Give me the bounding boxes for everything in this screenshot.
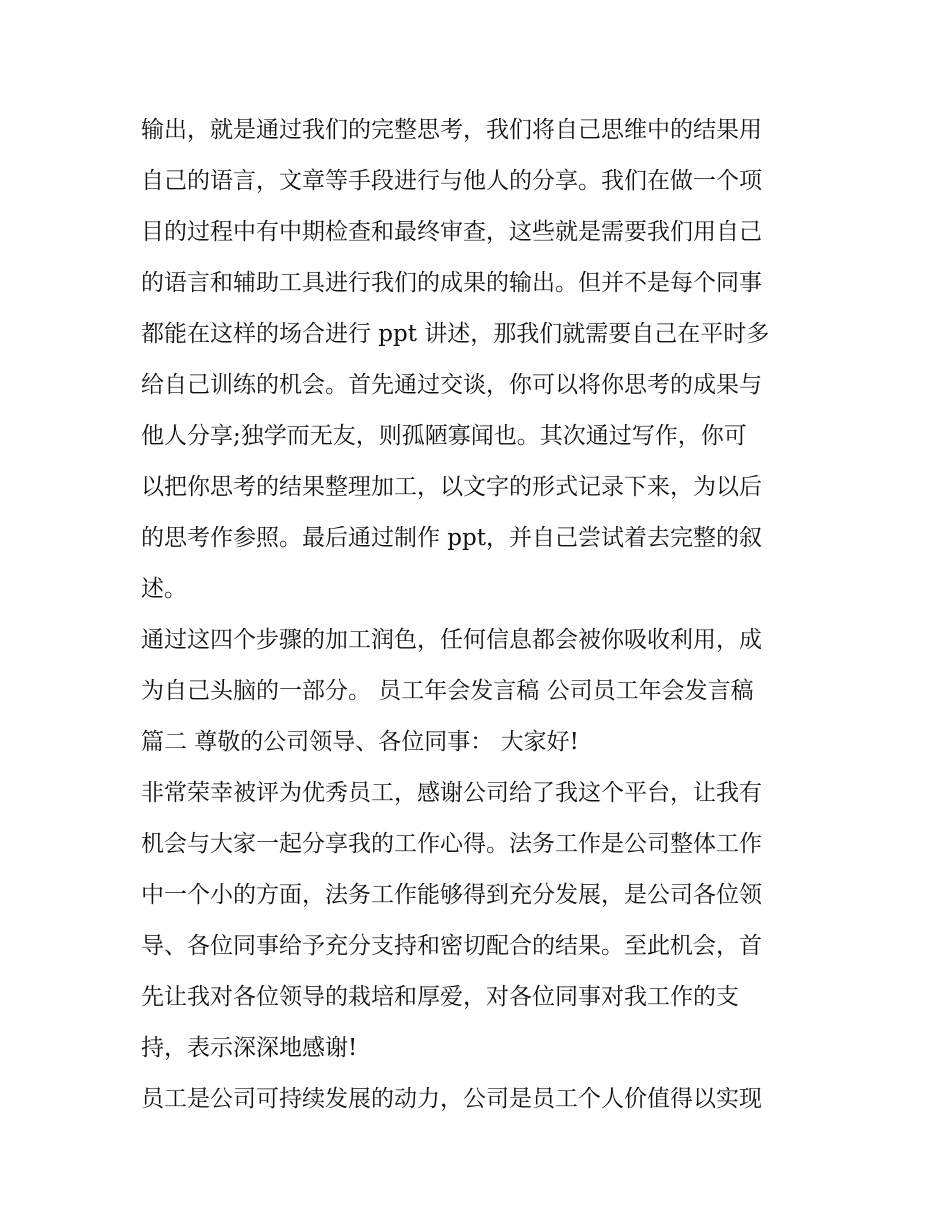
- text-line: 自己的语言，文章等手段进行与他人的分享。我们在做一个项: [141, 168, 762, 194]
- text-line: 输出，就是通过我们的完整思考，我们将自己思维中的结果用: [141, 117, 762, 143]
- text-line: 为自己头脑的一部分。 员工年会发言稿 公司员工年会发言稿: [141, 678, 754, 704]
- text-line: 给自己训练的机会。首先通过交谈，你可以将你思考的成果与: [141, 372, 762, 398]
- text-line: 非常荣幸被评为优秀员工，感谢公司给了我这个平台，让我有: [141, 780, 762, 806]
- text-line: 导、各位同事给予充分支持和密切配合的结果。至此机会，首: [141, 933, 762, 959]
- text-line: 目的过程中有中期检查和最终审查，这些就是需要我们用自己: [141, 219, 762, 245]
- text-line: 的语言和辅助工具进行我们的成果的输出。但并不是每个同事: [141, 270, 762, 296]
- text-line: 篇二 尊敬的公司领导、各位同事： 大家好!: [141, 729, 579, 755]
- text-line: 先让我对各位领导的栽培和厚爱，对各位同事对我工作的支: [141, 984, 739, 1010]
- text-line: 以把你思考的结果整理加工，以文字的形式记录下来，为以后: [141, 474, 762, 500]
- text-line: 的思考作参照。最后通过制作 ppt，并自己尝试着去完整的叙: [141, 525, 762, 551]
- text-line: 都能在这样的场合进行 ppt 讲述，那我们就需要自己在平时多: [141, 321, 770, 347]
- text-line: 中一个小的方面，法务工作能够得到充分发展，是公司各位领: [141, 882, 762, 908]
- text-line: 员工是公司可持续发展的动力，公司是员工个人价值得以实现: [141, 1086, 762, 1112]
- text-line: 述。: [141, 576, 187, 602]
- text-line: 持，表示深深地感谢!: [141, 1035, 358, 1061]
- text-line: 他人分享;独学而无友，则孤陋寡闻也。其次通过写作，你可: [141, 423, 747, 449]
- text-line: 机会与大家一起分享我的工作心得。法务工作是公司整体工作: [141, 831, 762, 857]
- text-line: 通过这四个步骤的加工润色，任何信息都会被你吸收利用，成: [141, 627, 762, 653]
